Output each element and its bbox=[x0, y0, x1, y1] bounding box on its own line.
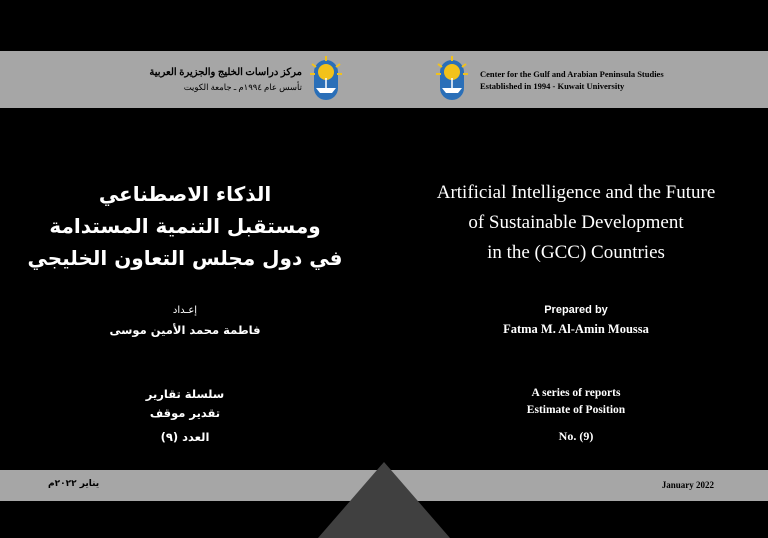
en-title-line2: of Sustainable Development bbox=[468, 212, 684, 233]
spine-triangle bbox=[318, 462, 450, 538]
en-author: Fatma M. Al-Amin Moussa bbox=[503, 322, 649, 336]
en-title-line1: Artificial Intelligence and the Future bbox=[436, 182, 716, 203]
ar-established: تأسس عام ١٩٩٤م ـ جامعة الكويت bbox=[183, 82, 302, 92]
center-logo-icon bbox=[432, 54, 470, 104]
ar-title-line2: ومستقبل التنمية المستدامة bbox=[49, 214, 321, 238]
en-title-line3: in the (GCC) Countries bbox=[487, 242, 665, 263]
ar-title-line1: الذكاء الاصطناعي bbox=[98, 182, 272, 206]
en-header-text bbox=[480, 68, 664, 92]
ar-series-line2: تقدير موقف bbox=[149, 406, 221, 420]
ar-title bbox=[20, 178, 350, 274]
ar-author: فاطمة محمد الأمين موسى bbox=[109, 323, 261, 337]
en-prepared-by: Prepared by bbox=[544, 304, 608, 316]
en-title bbox=[384, 178, 768, 268]
ar-issue-number: العدد (٩) bbox=[160, 430, 210, 444]
en-date: January 2022 bbox=[661, 480, 714, 490]
ar-prepared-by: إعـداد bbox=[172, 305, 198, 316]
en-series-line2: Estimate of Position bbox=[526, 404, 626, 416]
ar-center-name: مركز دراسات الخليج والجزيرة العربية bbox=[149, 67, 302, 78]
en-issue-number: No. (9) bbox=[558, 429, 594, 443]
center-logo-icon bbox=[306, 54, 344, 104]
ar-title-line3: في دول مجلس التعاون الخليجي bbox=[27, 246, 343, 270]
english-cover-panel bbox=[384, 0, 768, 538]
en-center-name: Center for the Gulf and Arabian Peninsula Studies bbox=[480, 69, 664, 79]
ar-series bbox=[20, 385, 350, 423]
en-series bbox=[384, 385, 768, 419]
ar-series-line1: سلسلة تقارير bbox=[145, 387, 225, 401]
ar-date: يناير ٢٠٢٢م bbox=[48, 479, 100, 489]
en-established: Established in 1994 - Kuwait University bbox=[480, 81, 625, 91]
en-series-line1: A series of reports bbox=[531, 387, 621, 399]
ar-header-text bbox=[149, 65, 302, 95]
